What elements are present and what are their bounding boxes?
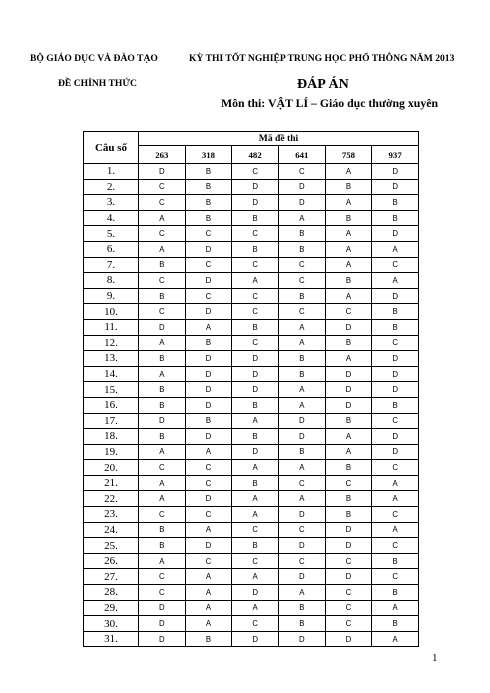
answer-cell: C <box>278 304 325 320</box>
answer-cell: A <box>325 444 372 460</box>
answer-cell: B <box>185 179 232 195</box>
table-row <box>84 210 419 226</box>
answer-cell: D <box>232 444 279 460</box>
answer-cell: D <box>278 429 325 445</box>
answer-cell: C <box>278 475 325 491</box>
answer-cell: B <box>278 366 325 382</box>
answer-cell: D <box>325 569 372 585</box>
table-row <box>84 631 419 647</box>
answer-cell: C <box>232 257 279 273</box>
answer-cell: B <box>278 226 325 242</box>
answer-cell: A <box>139 210 186 226</box>
answer-cell: C <box>372 507 419 523</box>
answer-cell: A <box>325 288 372 304</box>
answer-cell: B <box>372 553 419 569</box>
answer-cell: B <box>372 616 419 632</box>
answer-cell: C <box>232 226 279 242</box>
answer-cell: C <box>185 553 232 569</box>
answer-cell: D <box>185 538 232 554</box>
answer-cell: A <box>185 444 232 460</box>
official-label: ĐỀ CHÍNH THỨC <box>58 78 137 89</box>
answer-cell: A <box>278 585 325 601</box>
exam-code-header: 937 <box>372 146 419 164</box>
question-number: 18. <box>84 429 139 445</box>
answer-cell: A <box>372 273 419 289</box>
table-row <box>84 304 419 320</box>
exam-code-header: 263 <box>139 146 186 164</box>
answer-cell: B <box>325 460 372 476</box>
question-number: 20. <box>84 460 139 476</box>
answer-cell: C <box>325 475 372 491</box>
answer-cell: B <box>232 210 279 226</box>
answer-cell: D <box>232 631 279 647</box>
answer-cell: A <box>278 382 325 398</box>
answer-cell: C <box>278 522 325 538</box>
table-row <box>84 538 419 554</box>
answer-cell: B <box>185 631 232 647</box>
answer-cell: D <box>278 538 325 554</box>
answer-title: ĐÁP ÁN <box>297 77 349 92</box>
answer-cell: D <box>325 538 372 554</box>
answer-cell: A <box>139 475 186 491</box>
answer-cell: B <box>372 210 419 226</box>
question-number: 15. <box>84 382 139 398</box>
answer-cell: A <box>139 241 186 257</box>
answer-cell: C <box>232 288 279 304</box>
answer-cell: A <box>372 600 419 616</box>
table-row <box>84 288 419 304</box>
answer-cell: C <box>278 553 325 569</box>
answer-cell: D <box>185 273 232 289</box>
question-number: 29. <box>84 600 139 616</box>
table-row <box>84 616 419 632</box>
question-column-header: Câu số <box>84 132 139 164</box>
question-number: 25. <box>84 538 139 554</box>
answer-cell: D <box>325 382 372 398</box>
answer-cell: B <box>278 600 325 616</box>
answer-cell: A <box>325 195 372 211</box>
page-number: 1 <box>432 652 438 664</box>
answer-cell: B <box>372 397 419 413</box>
answer-cell: A <box>232 507 279 523</box>
answer-cell: B <box>372 304 419 320</box>
header-row-top <box>84 132 419 146</box>
answer-cell: B <box>232 397 279 413</box>
table-row <box>84 491 419 507</box>
answer-cell: A <box>325 351 372 367</box>
answer-cell: C <box>232 164 279 180</box>
question-number: 17. <box>84 413 139 429</box>
answer-cell: D <box>185 241 232 257</box>
table-row <box>84 164 419 180</box>
answer-cell: D <box>139 631 186 647</box>
answer-cell: A <box>139 491 186 507</box>
answer-cell: B <box>232 538 279 554</box>
table-row <box>84 195 419 211</box>
answer-table-body <box>84 164 419 647</box>
answer-cell: A <box>232 413 279 429</box>
answer-cell: B <box>185 195 232 211</box>
answer-cell: A <box>278 335 325 351</box>
table-row <box>84 553 419 569</box>
table-row <box>84 585 419 601</box>
question-number: 3. <box>84 195 139 211</box>
question-number: 12. <box>84 335 139 351</box>
answer-cell: A <box>185 616 232 632</box>
answer-cell: C <box>185 475 232 491</box>
answer-cell: C <box>372 413 419 429</box>
subject-title: Môn thi: VẬT LÍ – Giáo dục thường xuyên <box>221 96 439 110</box>
answer-cell: C <box>232 335 279 351</box>
table-row <box>84 382 419 398</box>
answer-cell: C <box>278 257 325 273</box>
answer-cell: A <box>185 569 232 585</box>
question-number: 7. <box>84 257 139 273</box>
answer-cell: C <box>278 273 325 289</box>
answer-cell: B <box>139 257 186 273</box>
answer-cell: D <box>372 366 419 382</box>
answer-cell: A <box>278 319 325 335</box>
table-row <box>84 413 419 429</box>
answer-cell: D <box>232 366 279 382</box>
table-row <box>84 226 419 242</box>
answer-cell: B <box>232 319 279 335</box>
answer-cell: A <box>278 210 325 226</box>
answer-cell: A <box>139 444 186 460</box>
answer-cell: D <box>372 351 419 367</box>
answer-cell: B <box>185 164 232 180</box>
answer-cell: A <box>232 491 279 507</box>
answer-cell: C <box>325 585 372 601</box>
answer-cell: A <box>232 273 279 289</box>
answer-cell: B <box>232 429 279 445</box>
answer-cell: A <box>325 164 372 180</box>
table-row <box>84 366 419 382</box>
answer-cell: C <box>139 179 186 195</box>
answer-cell: A <box>325 241 372 257</box>
question-number: 9. <box>84 288 139 304</box>
question-number: 5. <box>84 226 139 242</box>
answer-cell: A <box>185 600 232 616</box>
answer-cell: D <box>185 304 232 320</box>
answer-cell: A <box>232 460 279 476</box>
question-number: 11. <box>84 319 139 335</box>
answer-cell: D <box>372 429 419 445</box>
answer-cell: D <box>372 226 419 242</box>
ministry-name: BỘ GIÁO DỤC VÀ ĐÀO TẠO <box>30 53 158 64</box>
answer-cell: C <box>232 304 279 320</box>
answer-cell: B <box>325 491 372 507</box>
answer-cell: C <box>139 304 186 320</box>
answer-cell: B <box>232 241 279 257</box>
answer-cell: B <box>278 241 325 257</box>
answer-cell: D <box>372 179 419 195</box>
answer-cell: D <box>185 491 232 507</box>
table-row <box>84 600 419 616</box>
answer-cell: C <box>185 257 232 273</box>
question-number: 6. <box>84 241 139 257</box>
answer-cell: B <box>185 413 232 429</box>
question-number: 30. <box>84 616 139 632</box>
table-row <box>84 569 419 585</box>
answer-cell: A <box>325 257 372 273</box>
answer-cell: C <box>325 616 372 632</box>
exam-code-header: 318 <box>185 146 232 164</box>
answer-cell: A <box>325 429 372 445</box>
answer-cell: B <box>278 616 325 632</box>
answer-cell: D <box>325 522 372 538</box>
table-row <box>84 257 419 273</box>
answer-cell: B <box>139 522 186 538</box>
exam-title: KỲ THI TỐT NGHIỆP TRUNG HỌC PHỔ THÔNG NĂM 2013 <box>189 53 455 64</box>
answer-cell: C <box>139 585 186 601</box>
table-row <box>84 319 419 335</box>
answer-table <box>83 131 419 647</box>
answer-cell: D <box>278 179 325 195</box>
question-number: 28. <box>84 585 139 601</box>
exam-code-header: 482 <box>232 146 279 164</box>
table-row <box>84 429 419 445</box>
answer-cell: A <box>372 241 419 257</box>
table-row <box>84 460 419 476</box>
answer-cell: A <box>185 319 232 335</box>
table-row <box>84 335 419 351</box>
answer-cell: D <box>185 351 232 367</box>
question-number: 16. <box>84 397 139 413</box>
answer-cell: D <box>232 382 279 398</box>
question-number: 27. <box>84 569 139 585</box>
answer-cell: D <box>278 413 325 429</box>
answer-cell: A <box>278 491 325 507</box>
table-row <box>84 241 419 257</box>
answer-cell: B <box>325 413 372 429</box>
answer-cell: D <box>325 397 372 413</box>
answer-cell: A <box>372 491 419 507</box>
answer-cell: D <box>139 413 186 429</box>
question-number: 19. <box>84 444 139 460</box>
answer-cell: C <box>325 304 372 320</box>
answer-cell: A <box>139 366 186 382</box>
table-row <box>84 397 419 413</box>
answer-cell: D <box>278 507 325 523</box>
answer-cell: D <box>278 195 325 211</box>
answer-cell: A <box>372 475 419 491</box>
answer-cell: A <box>185 585 232 601</box>
answer-cell: A <box>278 397 325 413</box>
answer-cell: D <box>278 569 325 585</box>
answer-cell: C <box>232 553 279 569</box>
answer-cell: D <box>372 164 419 180</box>
question-number: 26. <box>84 553 139 569</box>
answer-cell: D <box>372 382 419 398</box>
answer-cell: A <box>139 553 186 569</box>
answer-cell: C <box>185 288 232 304</box>
answer-cell: C <box>139 226 186 242</box>
answer-cell: B <box>185 335 232 351</box>
answer-cell: B <box>372 195 419 211</box>
answer-cell: B <box>325 179 372 195</box>
answer-cell: D <box>325 631 372 647</box>
answer-cell: D <box>232 195 279 211</box>
table-row <box>84 351 419 367</box>
answer-cell: D <box>139 600 186 616</box>
answer-cell: C <box>139 273 186 289</box>
answer-cell: B <box>278 351 325 367</box>
exam-code-header: 758 <box>325 146 372 164</box>
table-row <box>84 507 419 523</box>
question-number: 31. <box>84 631 139 647</box>
answer-cell: D <box>232 351 279 367</box>
exam-code-header: 641 <box>278 146 325 164</box>
question-number: 22. <box>84 491 139 507</box>
answer-cell: C <box>139 460 186 476</box>
exam-codes-header: Mã đề thi <box>139 132 419 146</box>
answer-cell: B <box>325 335 372 351</box>
answer-cell: D <box>139 616 186 632</box>
answer-cell: A <box>372 522 419 538</box>
answer-cell: B <box>139 429 186 445</box>
answer-cell: D <box>139 319 186 335</box>
answer-cell: C <box>232 616 279 632</box>
answer-cell: D <box>139 164 186 180</box>
answer-cell: C <box>185 226 232 242</box>
table-row <box>84 475 419 491</box>
table-row <box>84 179 419 195</box>
answer-cell: C <box>325 553 372 569</box>
question-number: 2. <box>84 179 139 195</box>
answer-cell: A <box>325 226 372 242</box>
answer-cell: B <box>139 397 186 413</box>
question-number: 4. <box>84 210 139 226</box>
question-number: 8. <box>84 273 139 289</box>
answer-cell: B <box>372 585 419 601</box>
answer-cell: C <box>372 538 419 554</box>
answer-cell: C <box>139 195 186 211</box>
question-number: 21. <box>84 475 139 491</box>
answer-cell: C <box>139 507 186 523</box>
answer-cell: C <box>372 257 419 273</box>
answer-cell: B <box>139 538 186 554</box>
question-number: 1. <box>84 164 139 180</box>
answer-cell: C <box>185 507 232 523</box>
answer-cell: A <box>232 569 279 585</box>
answer-cell: A <box>185 522 232 538</box>
answer-cell: B <box>278 444 325 460</box>
answer-cell: B <box>139 288 186 304</box>
table-row <box>84 444 419 460</box>
answer-cell: B <box>325 507 372 523</box>
answer-cell: B <box>278 288 325 304</box>
question-number: 14. <box>84 366 139 382</box>
answer-cell: A <box>372 631 419 647</box>
answer-cell: C <box>232 522 279 538</box>
question-number: 10. <box>84 304 139 320</box>
answer-cell: D <box>372 444 419 460</box>
answer-cell: C <box>278 164 325 180</box>
answer-cell: D <box>325 319 372 335</box>
answer-cell: D <box>278 631 325 647</box>
answer-cell: C <box>185 460 232 476</box>
answer-cell: C <box>372 569 419 585</box>
answer-cell: C <box>325 600 372 616</box>
answer-cell: D <box>325 366 372 382</box>
answer-cell: B <box>232 475 279 491</box>
question-number: 13. <box>84 351 139 367</box>
answer-cell: D <box>185 429 232 445</box>
answer-cell: D <box>372 288 419 304</box>
answer-cell: B <box>372 319 419 335</box>
answer-cell: D <box>185 382 232 398</box>
table-row <box>84 522 419 538</box>
answer-table-head <box>84 132 419 164</box>
answer-cell: D <box>185 366 232 382</box>
answer-cell: B <box>139 382 186 398</box>
answer-cell: D <box>232 179 279 195</box>
answer-cell: A <box>139 335 186 351</box>
answer-cell: B <box>325 210 372 226</box>
table-row <box>84 273 419 289</box>
answer-cell: C <box>139 569 186 585</box>
answer-cell: D <box>185 397 232 413</box>
answer-cell: C <box>372 335 419 351</box>
question-number: 24. <box>84 522 139 538</box>
answer-cell: C <box>372 460 419 476</box>
question-number: 23. <box>84 507 139 523</box>
answer-cell: A <box>232 600 279 616</box>
answer-cell: B <box>139 351 186 367</box>
answer-cell: D <box>232 585 279 601</box>
answer-cell: B <box>325 273 372 289</box>
answer-cell: A <box>278 460 325 476</box>
answer-cell: B <box>185 210 232 226</box>
